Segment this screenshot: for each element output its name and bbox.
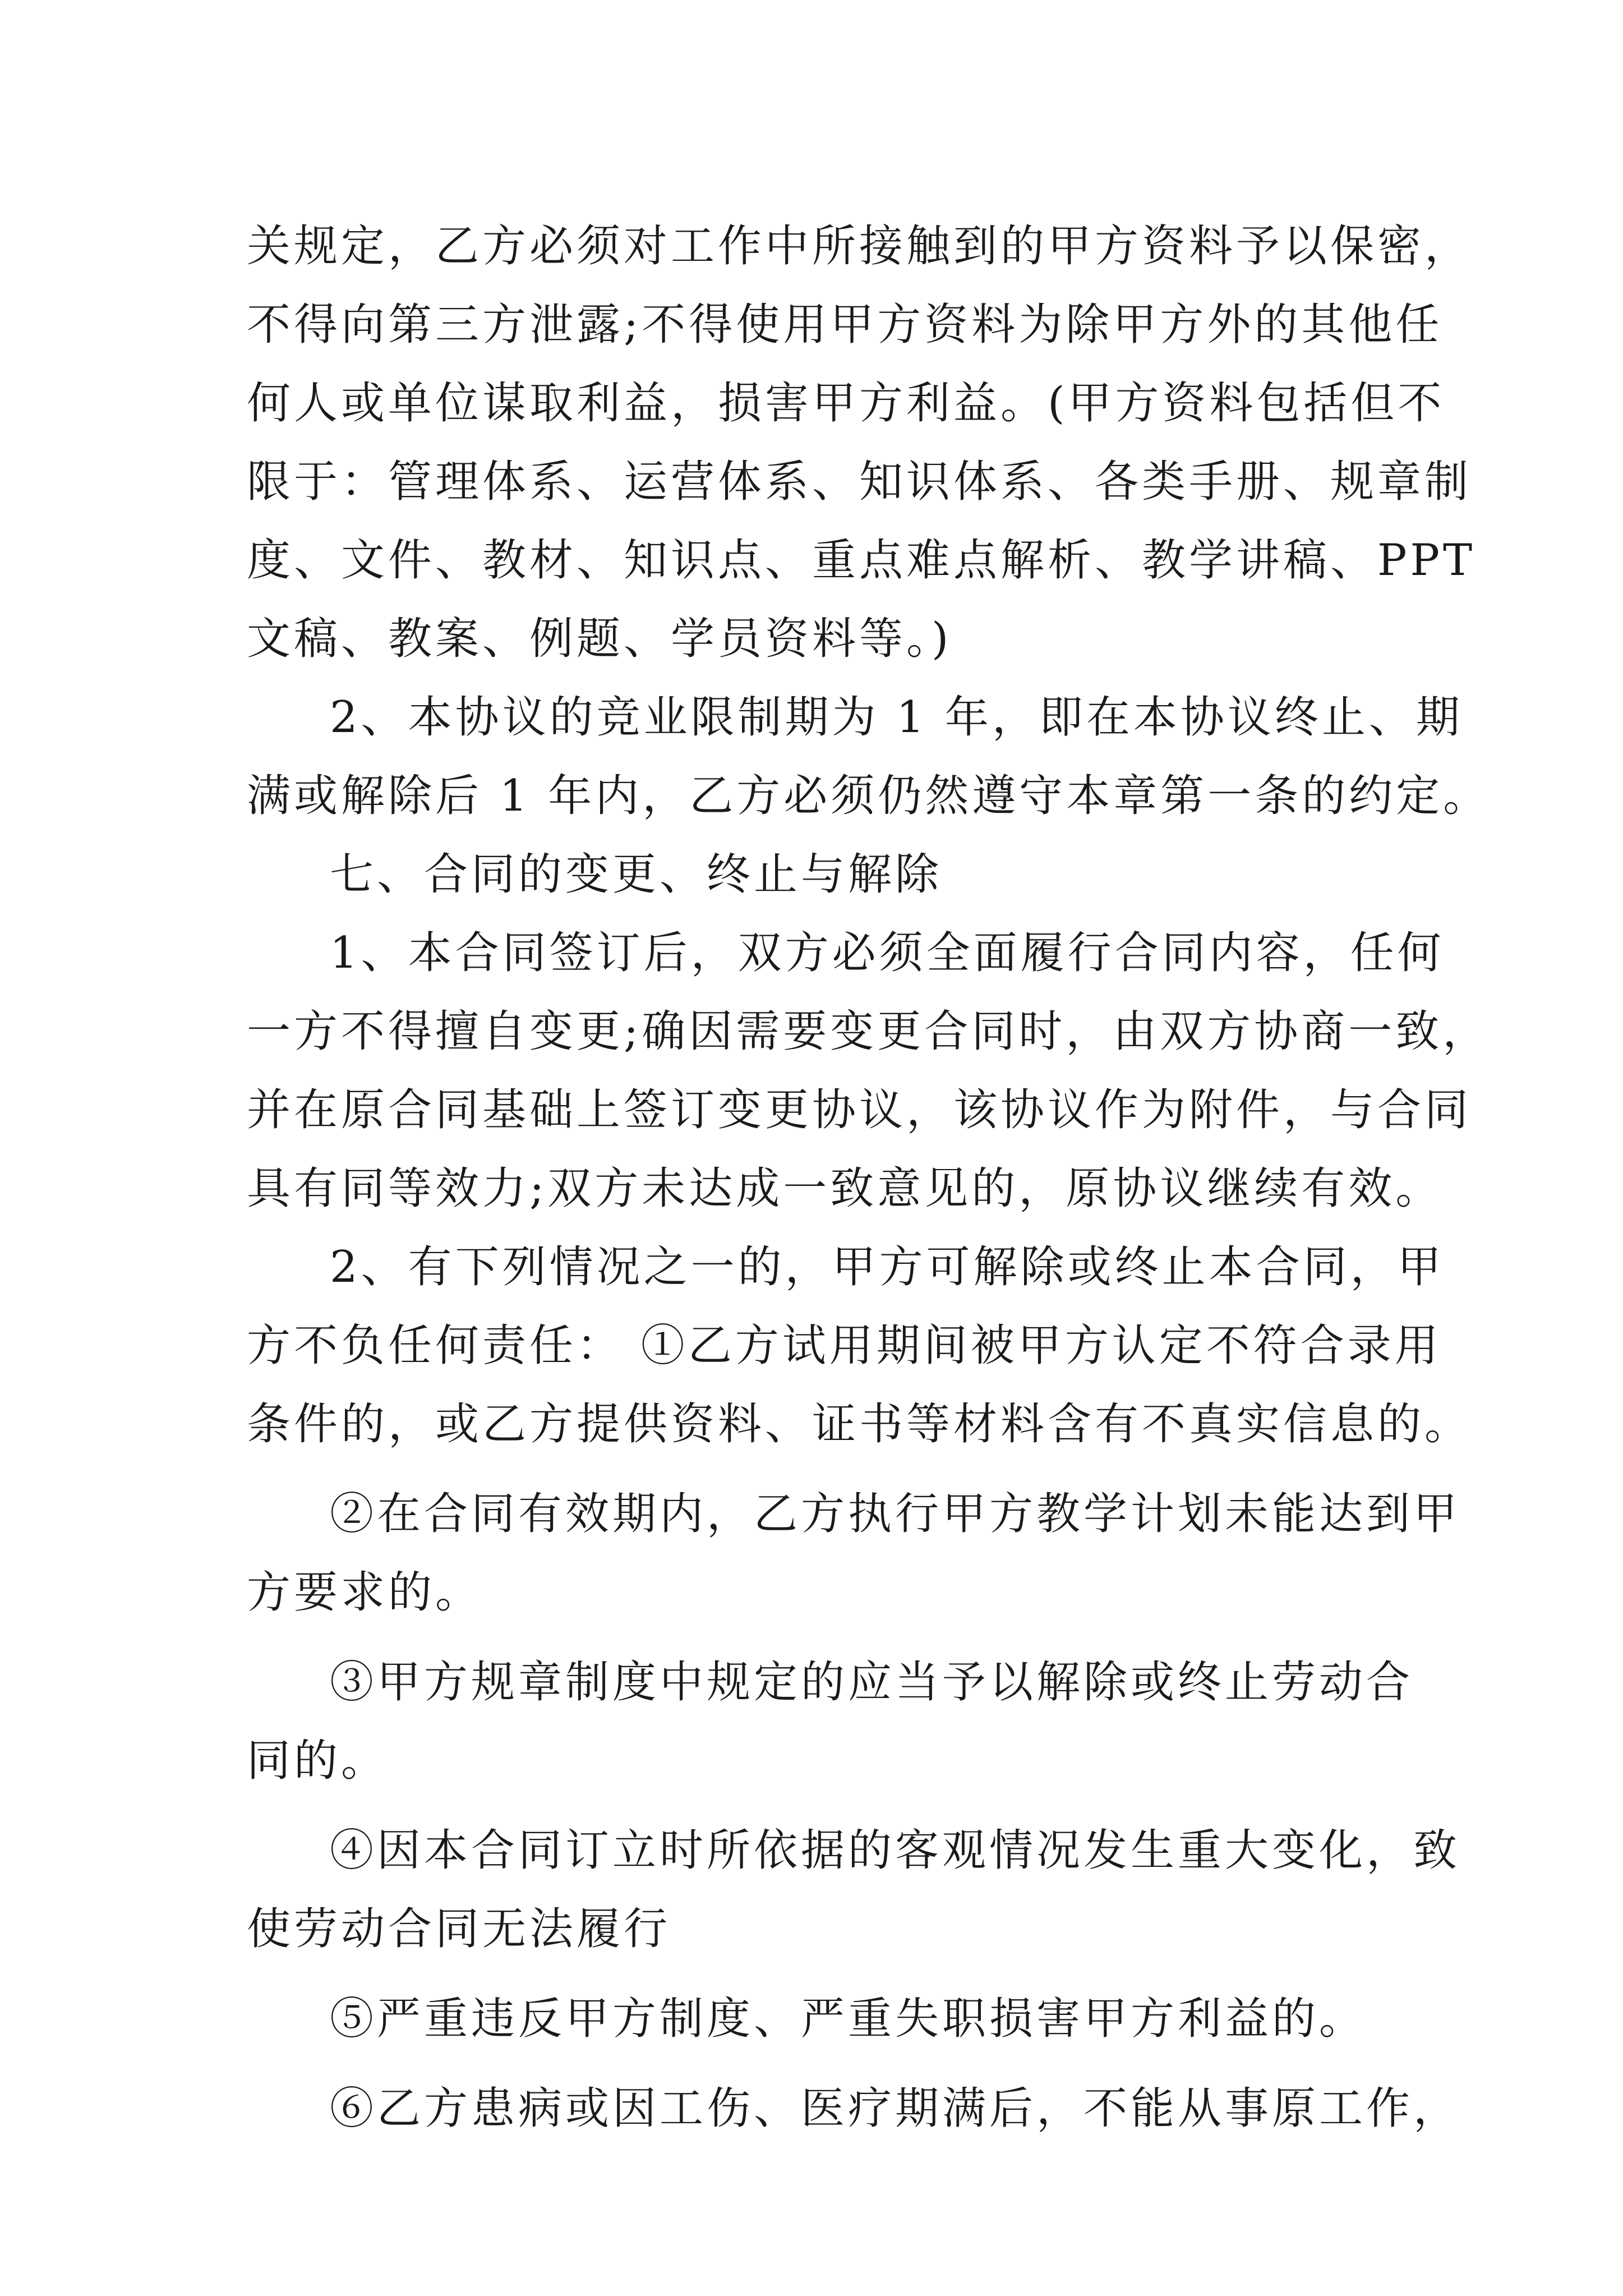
text-line-16: 条件的，或乙方提供资料、证书等材料含有不真实信息的。	[247, 1399, 1472, 1450]
text-line-12: 并在原合同基础上签订变更协议，该协议作为附件，与合同	[247, 1085, 1472, 1135]
text-line-21: ④因本合同订立时所依据的客观情况发生重大变化，致	[330, 1825, 1461, 1876]
text-line-17: ②在合同有效期内，乙方执行甲方教学计划未能达到甲	[330, 1489, 1461, 1539]
text-line-15: 方不负任何责任： ①乙方试用期间被甲方认定不符合录用	[247, 1320, 1442, 1371]
text-line-19: ③甲方规章制度中规定的应当予以解除或终止劳动合	[330, 1657, 1414, 1708]
text-line-6: 文稿、教案、例题、学员资料等。)	[247, 614, 952, 664]
text-line-3: 何人或单位谋取利益，损害甲方利益。(甲方资料包括但不	[247, 378, 1445, 429]
text-line-14: 2、有下列情况之一的，甲方可解除或终止本合同，甲	[330, 1242, 1445, 1292]
text-line-5: 度、文件、教材、知识点、重点难点解析、教学讲稿、PPT	[247, 535, 1476, 586]
text-line-20: 同的。	[247, 1736, 389, 1786]
text-line-18: 方要求的。	[247, 1567, 483, 1618]
text-line-10: 1、本合同签订后，双方必须全面履行合同内容，任何	[330, 928, 1445, 978]
text-line-11: 一方不得擅自变更;确因需要变更合同时，由双方协商一致，	[247, 1006, 1490, 1057]
text-line-13: 具有同等效力;双方未达成一致意见的，原协议继续有效。	[247, 1163, 1443, 1214]
text-line-7: 2、本协议的竞业限制期为 1 年，即在本协议终止、期	[330, 692, 1463, 743]
text-line-4: 限于：管理体系、运营体系、知识体系、各类手册、规章制	[247, 457, 1472, 507]
text-line-1: 关规定，乙方必须对工作中所接触到的甲方资料予以保密，	[247, 221, 1472, 272]
text-line-8: 满或解除后 1 年内，乙方必须仍然遵守本章第一条的约定。	[247, 771, 1491, 821]
text-line-22: 使劳动合同无法履行	[247, 1904, 671, 1954]
section-heading-7: 七、合同的变更、终止与解除	[330, 849, 943, 900]
text-line-23: ⑤严重违反甲方制度、严重失职损害甲方利益的。	[330, 1994, 1367, 2044]
text-line-24: ⑥乙方患病或因工伤、医疗期满后，不能从事原工作，	[330, 2083, 1461, 2134]
text-line-2: 不得向第三方泄露;不得使用甲方资料为除甲方外的其他任	[247, 300, 1443, 350]
